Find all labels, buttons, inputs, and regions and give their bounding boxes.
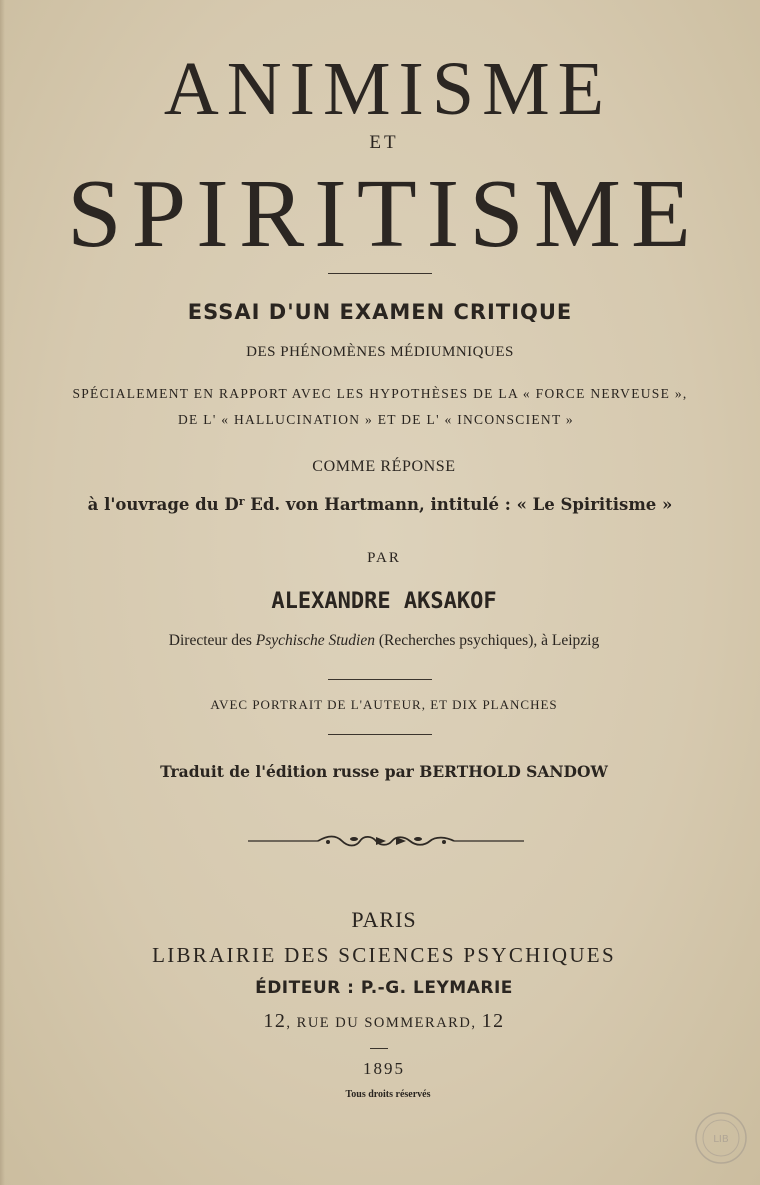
publisher-editor: ÉDITEUR : P.-G. LEYMARIE: [255, 978, 513, 998]
rights-reserved: Tous droits réservés: [345, 1089, 431, 1100]
author-par: PAR: [367, 550, 401, 566]
author-role-after: (Recherches psychiques), à Leipzig: [374, 632, 600, 649]
ouvrage-text-before: à l'ouvrage du D: [87, 495, 239, 514]
translation-credit: Traduit de l'édition russe par BERTHOLD SANDOW: [160, 762, 608, 781]
author-name: ALEXANDRE AKSAKOF: [271, 589, 497, 614]
subtitle-comme-reponse: COMME RÉPONSE: [312, 458, 456, 475]
subtitle-ouvrage: [0, 495, 760, 514]
title-spiritisme: SPIRITISME: [67, 160, 701, 268]
address-number-1: 12: [263, 1010, 287, 1032]
divider-rule-4: [370, 1048, 388, 1049]
publisher-address: [4, 1010, 760, 1033]
divider-rule-1: [328, 273, 432, 274]
address-street: , RUE DU SOMMERARD,: [286, 1015, 482, 1031]
ouvrage-superscript: r: [238, 495, 245, 508]
stamp-text: LIB: [713, 1134, 729, 1145]
subtitle-specialement-line1: SPÉCIALEMENT EN RAPPORT AVEC LES HYPOTHÈSES DE LA « FORCE NERVEUSE »,: [72, 386, 688, 401]
publication-year: 1895: [363, 1059, 405, 1078]
publisher-house: LIBRAIRIE DES SCIENCES PSYCHIQUES: [152, 943, 616, 967]
author-role-before: Directeur des: [168, 632, 256, 649]
address-number-2: 12: [481, 1010, 505, 1032]
subtitle-specialement-line2: DE L' « HALLUCINATION » ET DE L' « INCONSCIENT »: [178, 412, 574, 427]
ornament-fleuron-icon: [248, 828, 524, 854]
author-role-journal: Psychische Studien: [255, 632, 375, 649]
author-role: [4, 632, 760, 650]
subtitle-essai: ESSAI D'UN EXAMEN CRITIQUE: [187, 300, 573, 324]
subtitle-phenomenes: DES PHÉNOMÈNES MÉDIUMNIQUES: [246, 344, 514, 360]
ouvrage-text-after: Ed. von Hartmann, intitulé : « Le Spiritisme »: [244, 495, 673, 514]
title-conjunction: ET: [369, 132, 399, 153]
divider-rule-3: [328, 734, 432, 735]
divider-rule-2: [328, 679, 432, 680]
illustrations-note: AVEC PORTRAIT DE L'AUTEUR, ET DIX PLANCHES: [210, 697, 558, 712]
library-stamp-icon: [693, 1110, 749, 1166]
title-animisme: ANIMISME: [163, 47, 613, 131]
publisher-city: PARIS: [351, 907, 417, 932]
